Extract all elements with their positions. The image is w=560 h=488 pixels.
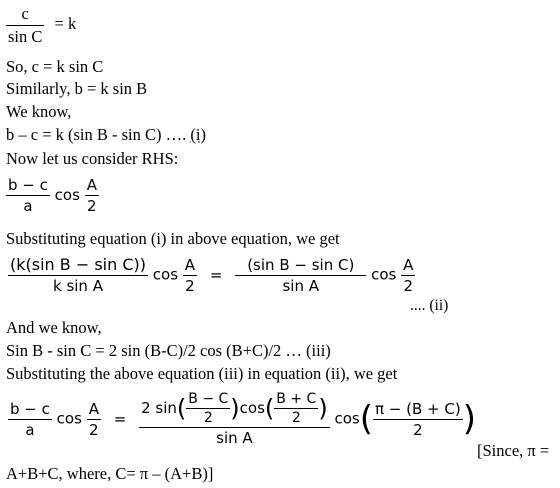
fraction-a-over-2 — [85, 176, 99, 215]
equals-k: = k — [54, 14, 77, 34]
fraction-denominator: 2 — [403, 276, 414, 295]
cos-label: cos — [56, 409, 82, 428]
fraction-a-over-2 — [401, 256, 415, 295]
equation-final — [8, 391, 476, 447]
text-line-and-we-know: And we know, — [6, 318, 102, 337]
cos-label: cos — [54, 186, 80, 204]
fraction-b-minus-c-over-a — [8, 400, 52, 439]
fraction-denominator: 2 — [203, 410, 213, 426]
fraction-denominator: 2 — [291, 410, 301, 426]
fraction-denominator: a — [23, 197, 33, 215]
fraction-denominator: sin A — [216, 429, 253, 447]
text-line-last: A+B+C, where, C= π – (A+B)] — [6, 464, 214, 483]
text-line-similarly: Similarly, b = k sin B — [6, 79, 148, 98]
cos-label: cos — [239, 399, 265, 417]
fraction-numerator: (sin B − sin C) — [247, 255, 355, 274]
cos-label: cos — [152, 265, 179, 284]
fraction-c-sinc — [6, 4, 44, 47]
fraction-numerator: b − c — [10, 399, 50, 418]
fraction-a-over-2 — [183, 256, 197, 295]
fraction-pi-minus-bc-over-2 — [373, 400, 463, 439]
open-paren: ( — [264, 394, 275, 423]
open-paren: ( — [359, 399, 373, 439]
fraction-numerator: B − C — [188, 391, 229, 407]
close-paren: ) — [318, 394, 328, 423]
text-line-substituting-2: Substituting the above equation (iii) in equation (ii), we get — [6, 364, 398, 383]
fraction-denominator: 2 — [87, 197, 97, 215]
equation-tag-ii: .... (ii) — [410, 297, 449, 314]
text-since-tail: [Since, π = — [477, 441, 550, 460]
equation-tag-i: (i) — [190, 125, 206, 144]
text-line-rhs: Now let us consider RHS: — [6, 149, 179, 168]
fraction-denominator: k sin A — [53, 277, 103, 295]
fraction-sinb-sinc-over-sina — [235, 256, 366, 295]
fraction-denominator: sin A — [282, 276, 320, 295]
fraction-denominator: a — [25, 420, 35, 439]
fraction-b-plus-c-over-2 — [274, 391, 318, 426]
text-line-we-know: We know, — [6, 102, 72, 121]
text-line-substituting-1: Substituting equation (i) in above equation, we get — [6, 229, 340, 248]
fraction-denominator: sin C — [8, 27, 43, 46]
fraction-numerator: B + C — [276, 391, 317, 407]
text-line-identity: Sin B - sin C = 2 sin (B-C)/2 cos (B+C)/2 … (iii) — [6, 341, 331, 360]
fraction-numerator: b − c — [8, 176, 48, 194]
fraction-numerator: A — [184, 255, 196, 274]
fraction-product-over-sina — [139, 391, 330, 447]
b-minus-c-expression: b – c = k (sin B - sin C) …. — [6, 125, 191, 144]
text-line-so: So, c = k sin C — [6, 57, 104, 76]
fraction-a-over-2 — [87, 400, 101, 439]
fraction-numerator: c — [21, 4, 29, 23]
fraction-k-sinb-sinc-over-k-sina — [8, 255, 148, 295]
equation-ii — [8, 255, 415, 295]
fraction-numerator: A — [86, 176, 97, 194]
close-paren: ) — [462, 399, 476, 439]
open-paren: ( — [176, 394, 187, 423]
two-sin-label: 2 sin — [141, 399, 177, 417]
fraction-numerator: π − (B + C) — [374, 399, 461, 418]
fraction-numerator — [139, 391, 330, 427]
fraction-denominator: 2 — [89, 420, 99, 439]
cos-label: cos — [334, 409, 360, 428]
fraction-b-minus-c-over-2 — [186, 391, 230, 426]
close-paren: ) — [230, 394, 240, 423]
equals-sign: = — [209, 265, 223, 284]
fraction-numerator: A — [88, 399, 99, 418]
fraction-numerator: A — [403, 255, 414, 274]
equation-rhs-expression — [6, 176, 99, 215]
text-line-b-minus-c — [6, 125, 206, 145]
cos-label: cos — [371, 265, 397, 284]
equals-sign: = — [113, 409, 127, 428]
fraction-b-minus-c-over-a — [6, 176, 50, 215]
equation-c-over-sinc — [6, 4, 76, 47]
fraction-numerator: (k(sin B − sin C)) — [10, 255, 146, 274]
fraction-denominator: 2 — [413, 420, 423, 439]
fraction-denominator: 2 — [185, 276, 195, 295]
